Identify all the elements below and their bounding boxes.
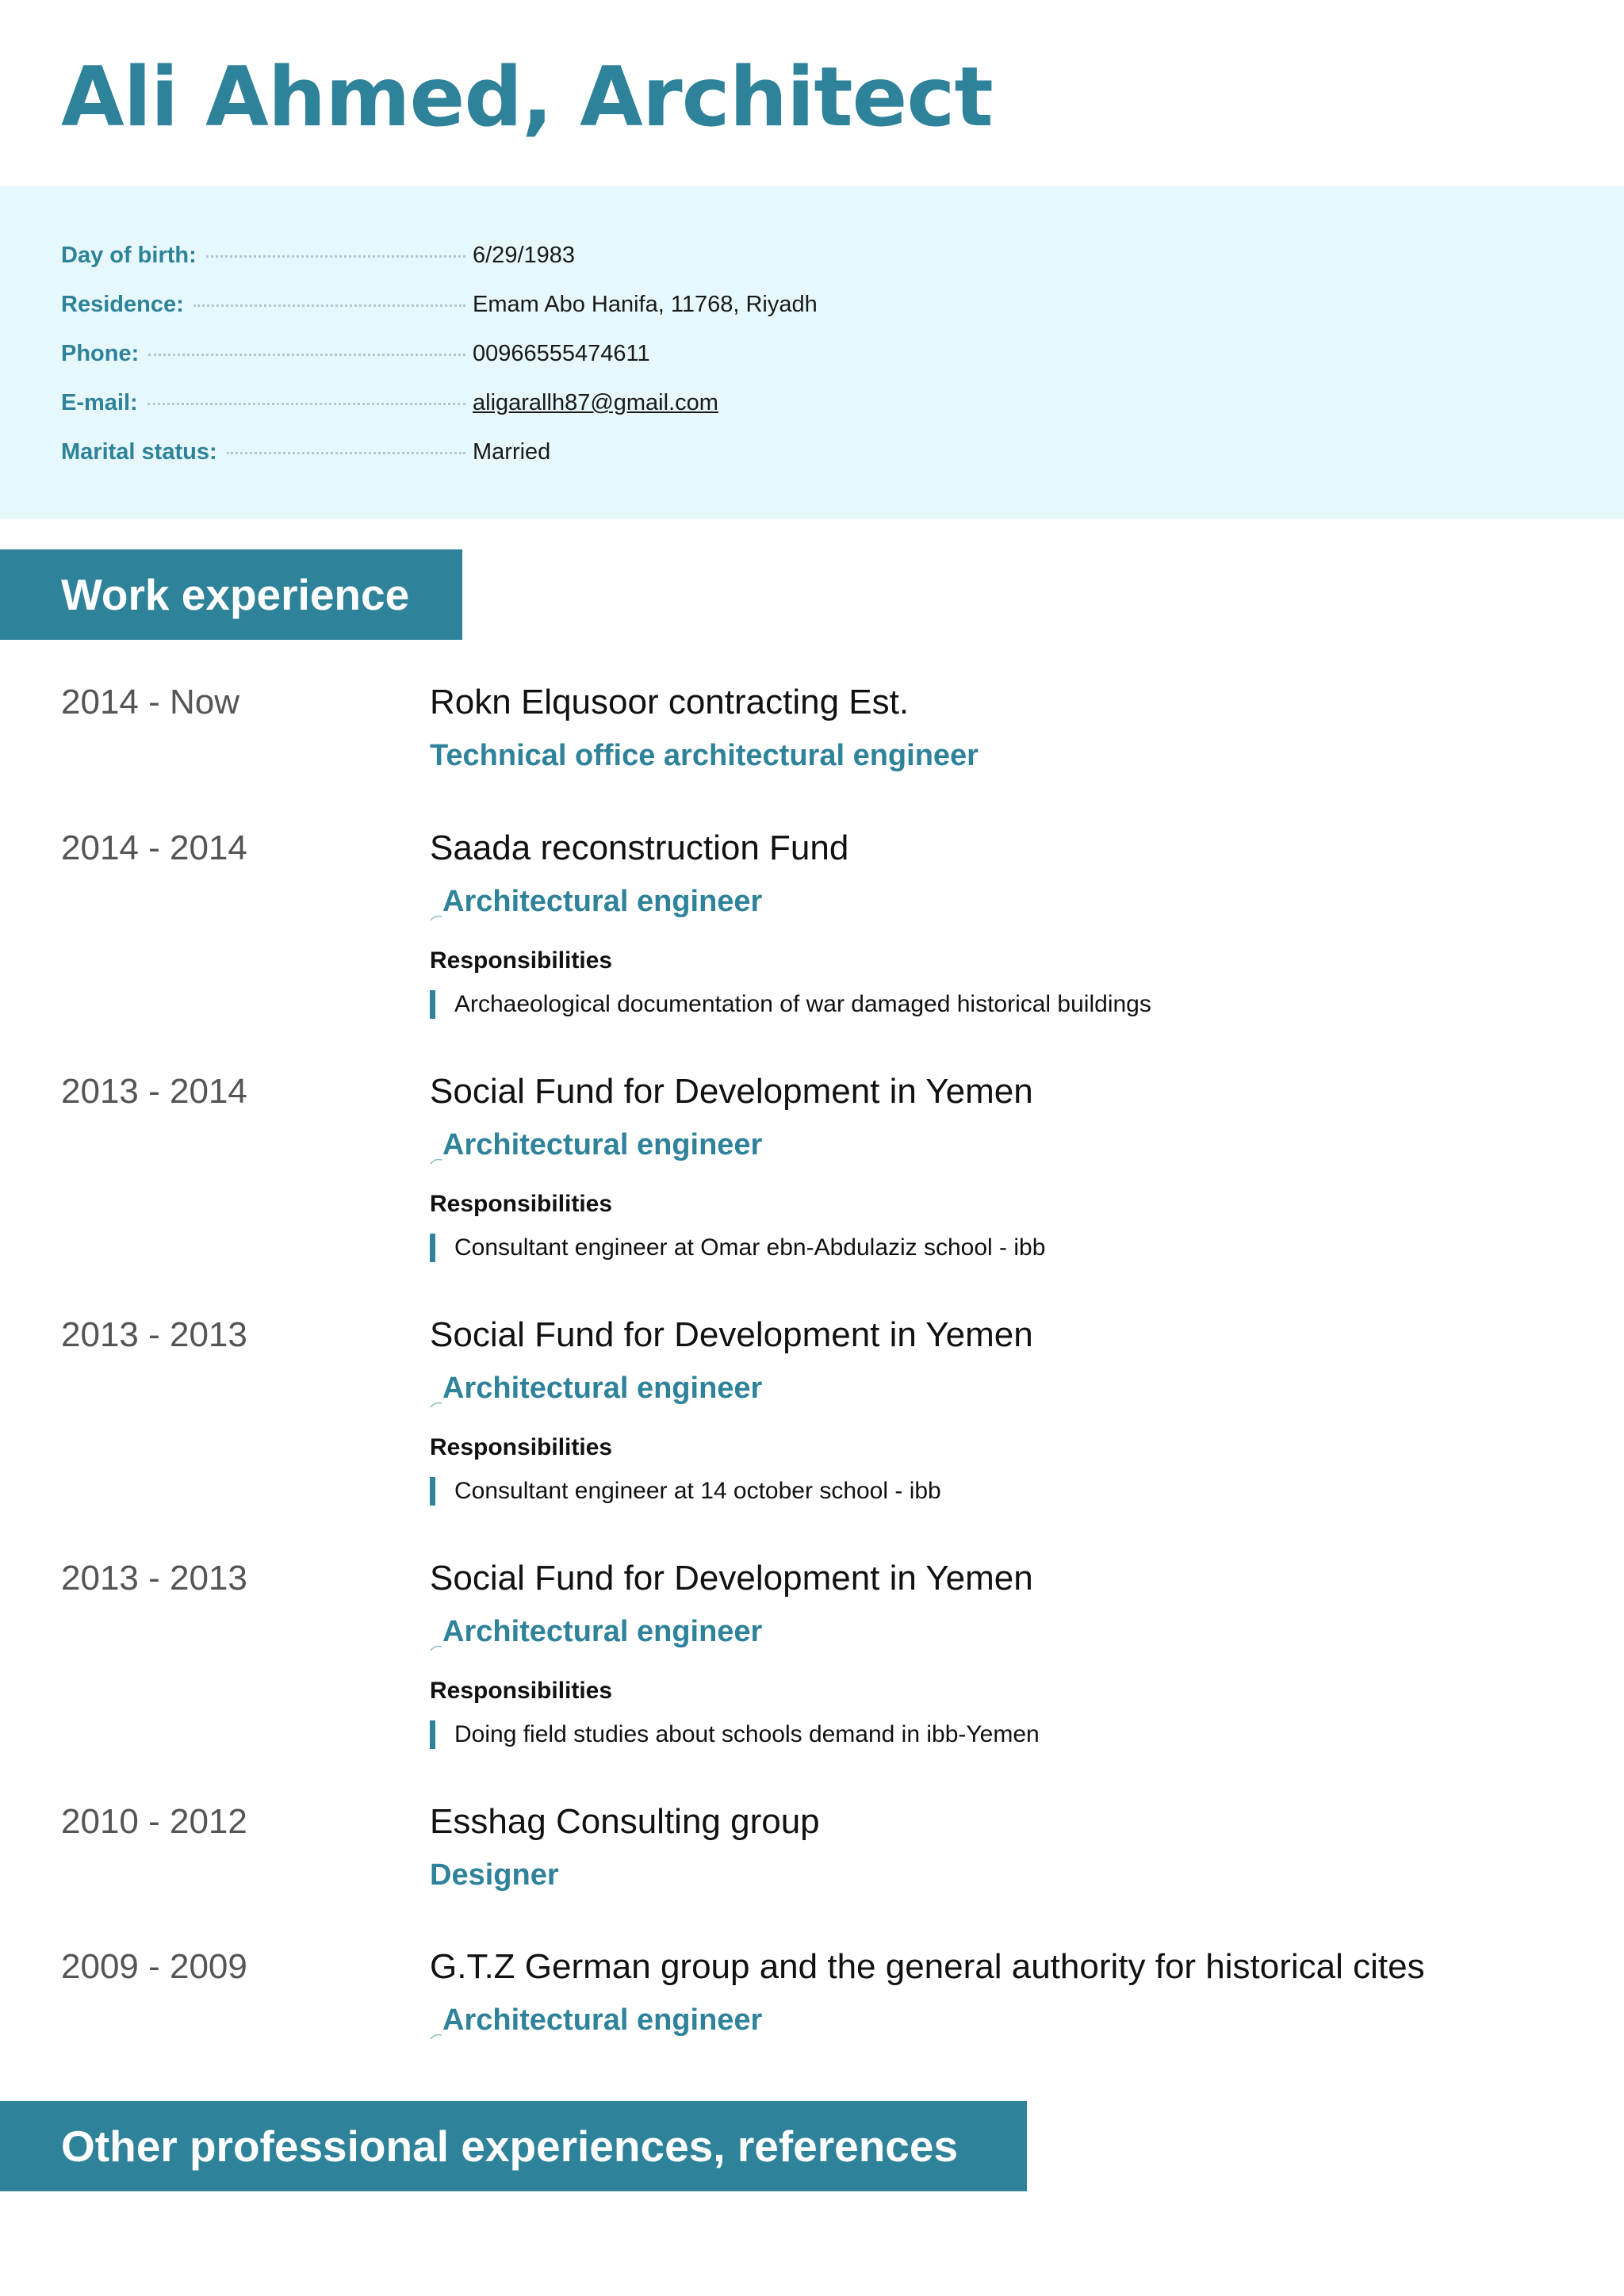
bullet-bar <box>430 1477 435 1506</box>
responsibility-item <box>430 1719 1040 1751</box>
role-flourish-icon <box>430 913 442 921</box>
info-value: Married <box>473 439 551 465</box>
work-experience-heading: Work experience <box>0 549 462 640</box>
job-role: Technical office architectural engineer <box>430 739 979 772</box>
responsibility-item <box>430 1475 941 1507</box>
info-label: E-mail: <box>61 390 138 415</box>
job-company: Social Fund for Development in Yemen <box>430 1559 1033 1598</box>
dot-leader <box>206 255 465 258</box>
info-row-marital <box>61 436 933 468</box>
role-flourish-icon <box>430 2032 442 2040</box>
bullet-bar <box>430 990 435 1019</box>
job-years: 2014 - Now <box>61 683 240 721</box>
job-company: Social Fund for Development in Yemen <box>430 1315 1033 1354</box>
job-company: Social Fund for Development in Yemen <box>430 1072 1033 1111</box>
other-experiences-heading: Other professional experiences, references <box>0 2101 1027 2191</box>
info-value: 00966555474611 <box>473 341 650 366</box>
job-role: Architectural engineer <box>442 1128 763 1161</box>
responsibility-text: Doing field studies about schools demand in ibb-Yemen <box>454 1721 1040 1747</box>
job-role: Architectural engineer <box>442 885 763 918</box>
info-row-phone <box>61 338 933 369</box>
job-years: 2009 - 2009 <box>61 1947 247 1986</box>
responsibilities-heading: Responsibilities <box>430 947 613 974</box>
job-years: 2010 - 2012 <box>61 1802 247 1841</box>
bullet-bar <box>430 1720 435 1749</box>
info-label: Marital status: <box>61 439 217 465</box>
responsibility-item <box>430 989 1151 1020</box>
role-flourish-icon <box>430 1400 442 1408</box>
bullet-bar <box>430 1234 435 1262</box>
job-company: Esshag Consulting group <box>430 1802 820 1841</box>
responsibilities-heading: Responsibilities <box>430 1191 613 1217</box>
personal-info-panel <box>0 186 1624 519</box>
info-value: 6/29/1983 <box>473 243 576 268</box>
job-role: Architectural engineer <box>442 2003 763 2037</box>
job-years: 2014 - 2014 <box>61 828 247 867</box>
dot-leader <box>147 403 465 405</box>
info-row-birth <box>61 239 933 271</box>
job-role: Designer <box>430 1858 559 1892</box>
responsibilities-heading: Responsibilities <box>430 1678 613 1704</box>
info-value: Emam Abo Hanifa, 11768, Riyadh <box>473 292 818 317</box>
dot-leader <box>227 452 465 454</box>
job-role: Architectural engineer <box>442 1372 763 1405</box>
job-years: 2013 - 2013 <box>61 1315 247 1354</box>
role-flourish-icon <box>430 1644 442 1651</box>
job-years: 2013 - 2014 <box>61 1072 247 1111</box>
responsibility-text: Consultant engineer at Omar ebn-Abdulaziz school - ibb <box>454 1234 1046 1261</box>
email-link[interactable]: aligarallh87@gmail.com <box>473 390 718 415</box>
role-flourish-icon <box>430 1157 442 1165</box>
resume-name: Ali Ahmed, Architect <box>61 50 993 145</box>
info-label: Phone: <box>61 341 140 366</box>
dot-leader <box>148 354 465 356</box>
job-years: 2013 - 2013 <box>61 1559 247 1598</box>
dot-leader <box>193 304 465 307</box>
job-company: Rokn Elqusoor contracting Est. <box>430 683 910 721</box>
info-label: Residence: <box>61 292 184 317</box>
responsibilities-heading: Responsibilities <box>430 1434 613 1460</box>
info-row-residence <box>61 289 933 320</box>
responsibility-item <box>430 1232 1045 1264</box>
responsibility-text: Consultant engineer at 14 october school - ibb <box>454 1478 941 1504</box>
info-label: Day of birth: <box>61 243 197 268</box>
responsibility-text: Archaeological documentation of war damaged historical buildings <box>454 991 1151 1017</box>
job-company: Saada reconstruction Fund <box>430 828 849 867</box>
job-company: G.T.Z German group and the general authority for historical cites <box>430 1947 1425 1986</box>
job-role: Architectural engineer <box>442 1615 763 1648</box>
info-row-email <box>61 387 933 419</box>
